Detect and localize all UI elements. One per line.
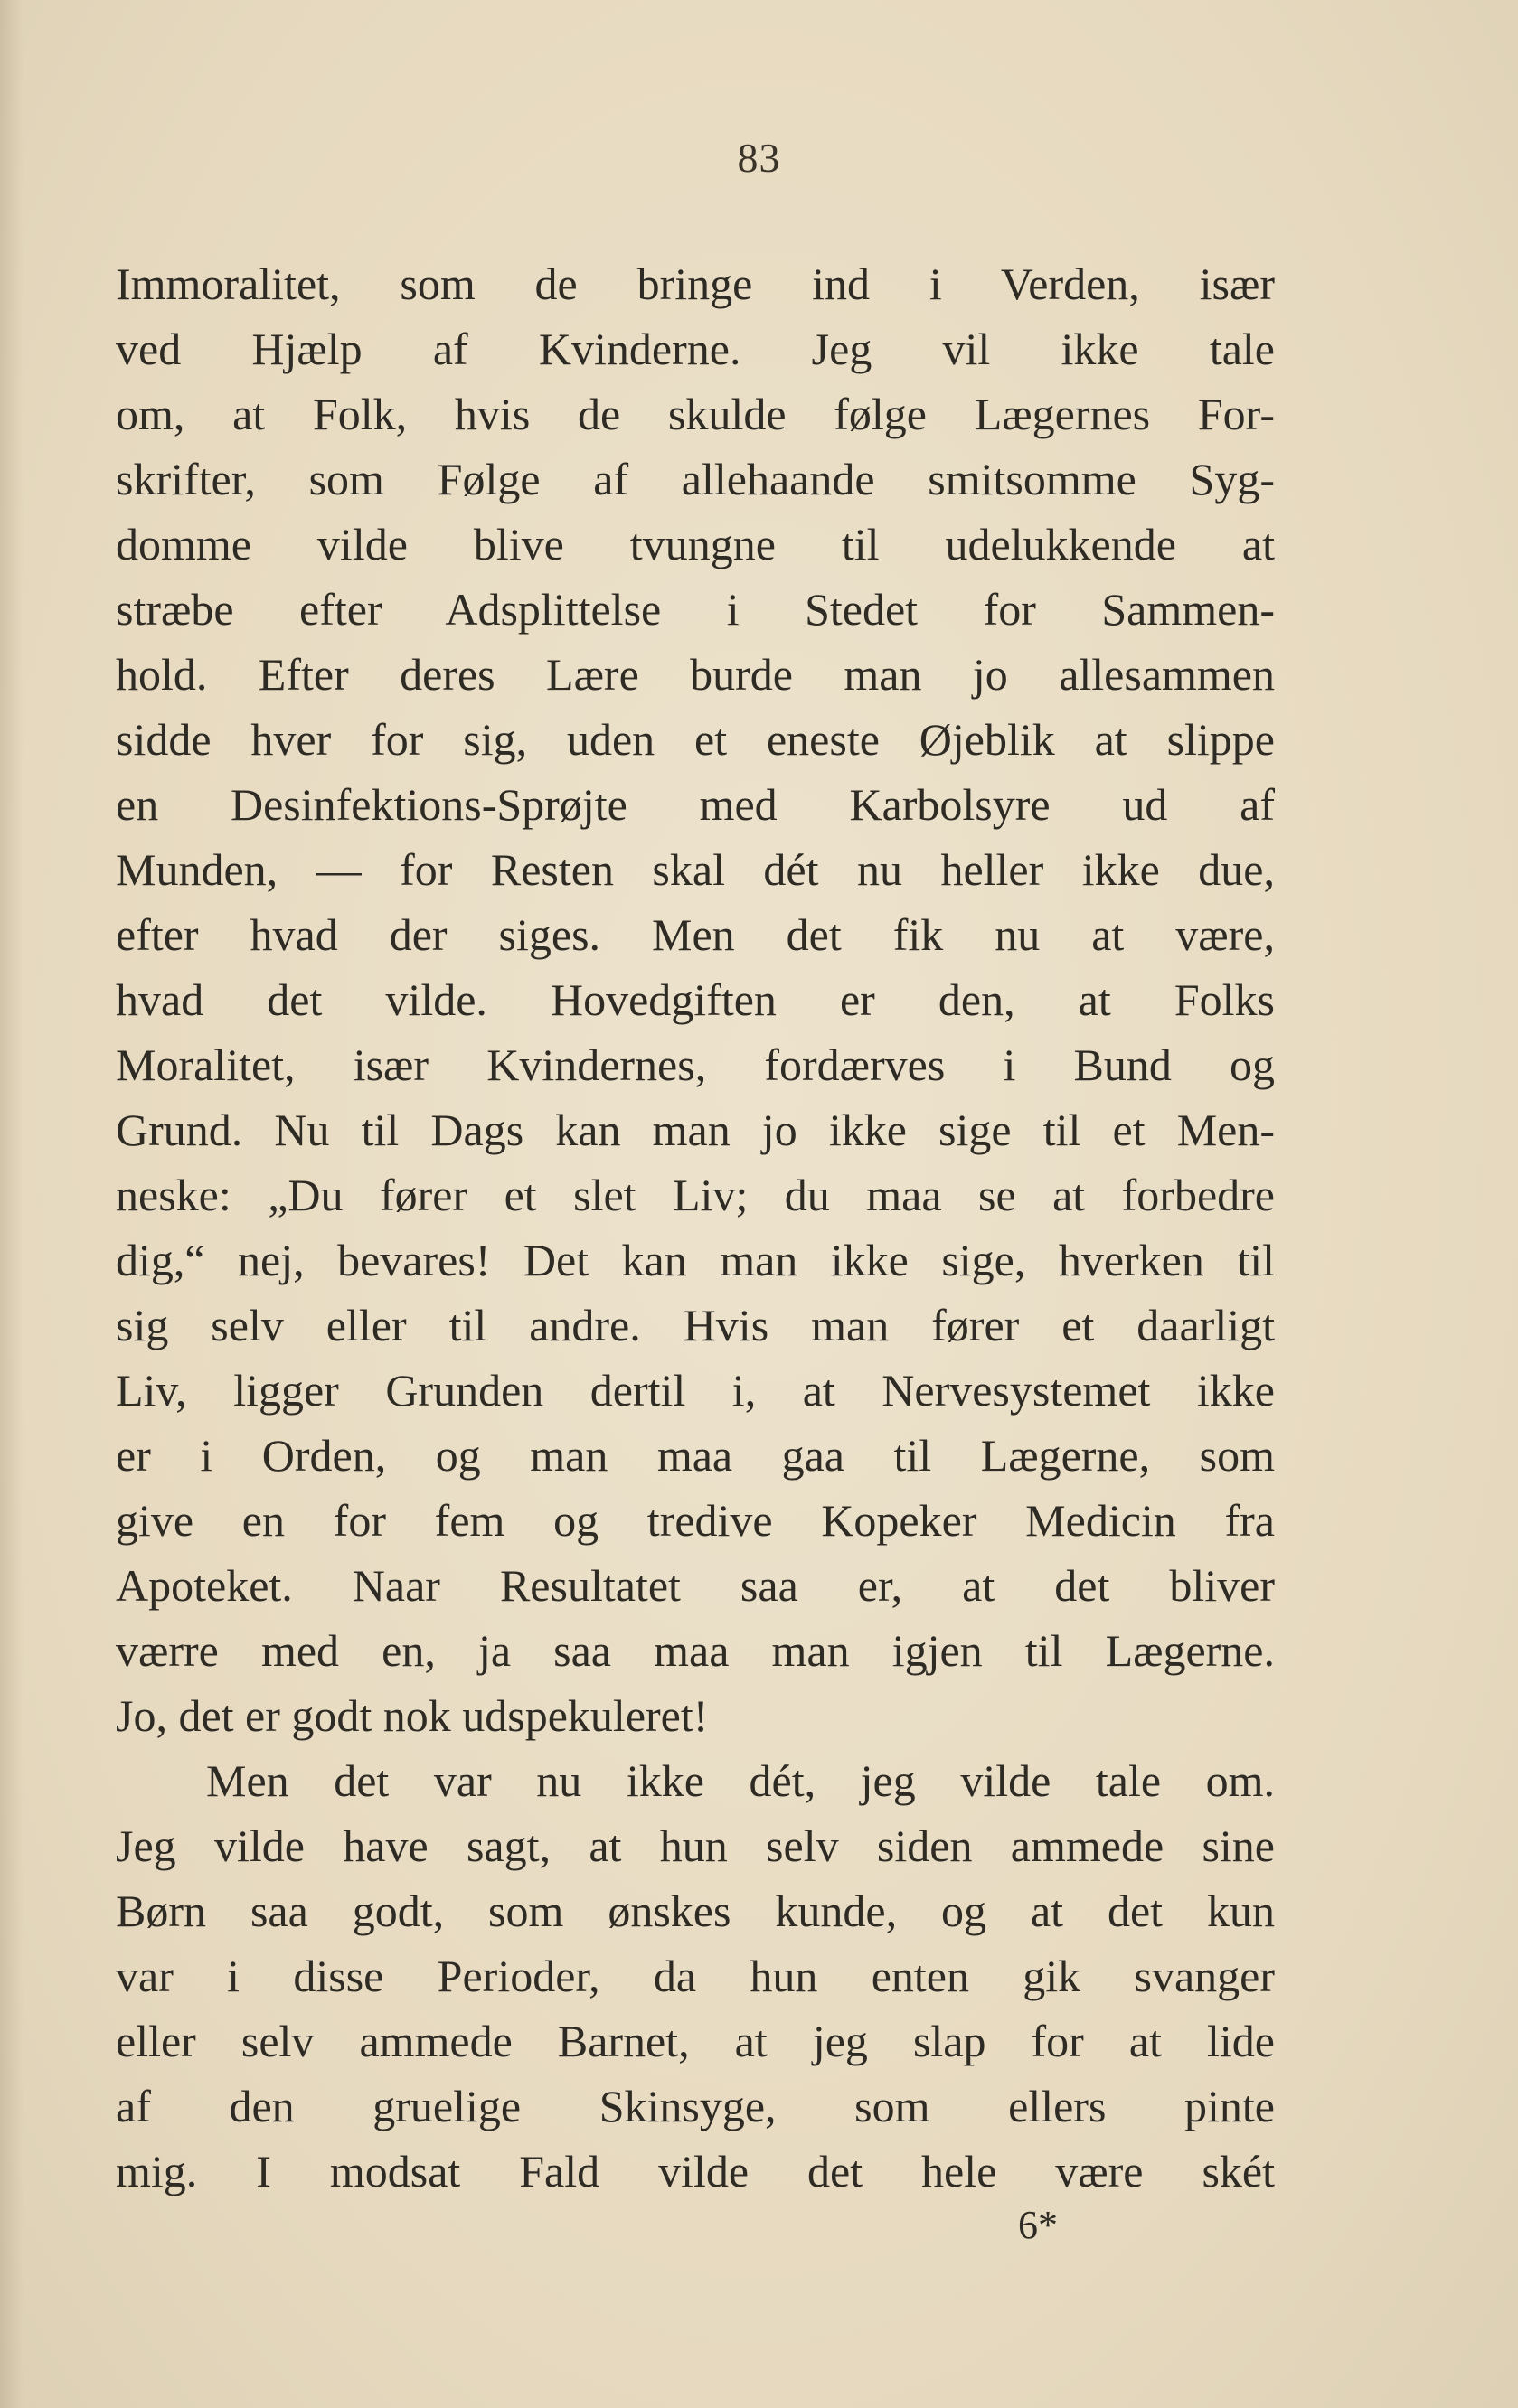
text-line: værre med en, ja saa maa man igjen til Lægerne. <box>116 1625 1275 1676</box>
text-line: er i Orden, og man maa gaa til Lægerne, som <box>116 1430 1275 1481</box>
text-line: Munden, — for Resten skal dét nu heller ikke due, <box>116 844 1275 895</box>
text-line: Børn saa godt, som ønskes kunde, og at det kun <box>116 1886 1275 1936</box>
text-line: eller selv ammede Barnet, at jeg slap for at lide <box>116 2016 1275 2066</box>
text-line: sig selv eller til andre. Hvis man fører et daarligt <box>116 1300 1275 1350</box>
text-line: efter hvad der siges. Men det fik nu at være, <box>116 909 1275 960</box>
text-line: Grund. Nu til Dags kan man jo ikke sige til et Men- <box>116 1105 1275 1155</box>
text-line: Liv, ligger Grunden dertil i, at Nervesystemet ikke <box>116 1365 1275 1416</box>
text-line: hvad det vilde. Hovedgiften er den, at Folks <box>116 974 1275 1025</box>
printer-signature-mark: 6* <box>1018 2203 1058 2247</box>
text-line: var i disse Perioder, da hun enten gik svanger <box>116 1951 1275 2001</box>
text-line: domme vilde blive tvungne til udelukkende at <box>116 519 1275 569</box>
page-number: 83 <box>737 135 781 181</box>
text-line: Men det var nu ikke dét, jeg vilde tale om. <box>206 1755 1275 1806</box>
text-line: skrifter, som Følge af allehaande smitsomme Syg- <box>116 454 1275 504</box>
text-line: Jo, det er godt nok udspekuleret! <box>116 1690 709 1741</box>
body-text <box>116 251 1275 2204</box>
text-line: hold. Efter deres Lære burde man jo allesammen <box>116 649 1275 700</box>
text-line: Jeg vilde have sagt, at hun selv siden ammede sine <box>116 1820 1275 1871</box>
text-line: Apoteket. Naar Resultatet saa er, at det bliver <box>116 1560 1275 1611</box>
text-line: dig,“ nej, bevares! Det kan man ikke sige, hverken til <box>116 1235 1275 1285</box>
text-line: en Desinfektions-Sprøjte med Karbolsyre ud af <box>116 779 1275 830</box>
text-line: neske: „Du fører et slet Liv; du maa se at forbedre <box>116 1170 1275 1220</box>
text-line: Moralitet, især Kvindernes, fordærves i Bund og <box>116 1039 1275 1090</box>
text-line: sidde hver for sig, uden et eneste Øjeblik at slippe <box>116 714 1275 765</box>
text-line: Immoralitet, som de bringe ind i Verden, især <box>116 259 1275 309</box>
text-line: ved Hjælp af Kvinderne. Jeg vil ikke tale <box>116 324 1275 374</box>
page-gutter-shadow <box>0 0 24 2408</box>
text-line: give en for fem og tredive Kopeker Medicin fra <box>116 1495 1275 1546</box>
text-line: mig. I modsat Fald vilde det hele være skét <box>116 2146 1275 2196</box>
text-line: om, at Folk, hvis de skulde følge Lægernes For- <box>116 389 1275 439</box>
text-line: af den gruelige Skinsyge, som ellers pinte <box>116 2081 1275 2131</box>
text-line: stræbe efter Adsplittelse i Stedet for Sammen- <box>116 584 1275 635</box>
